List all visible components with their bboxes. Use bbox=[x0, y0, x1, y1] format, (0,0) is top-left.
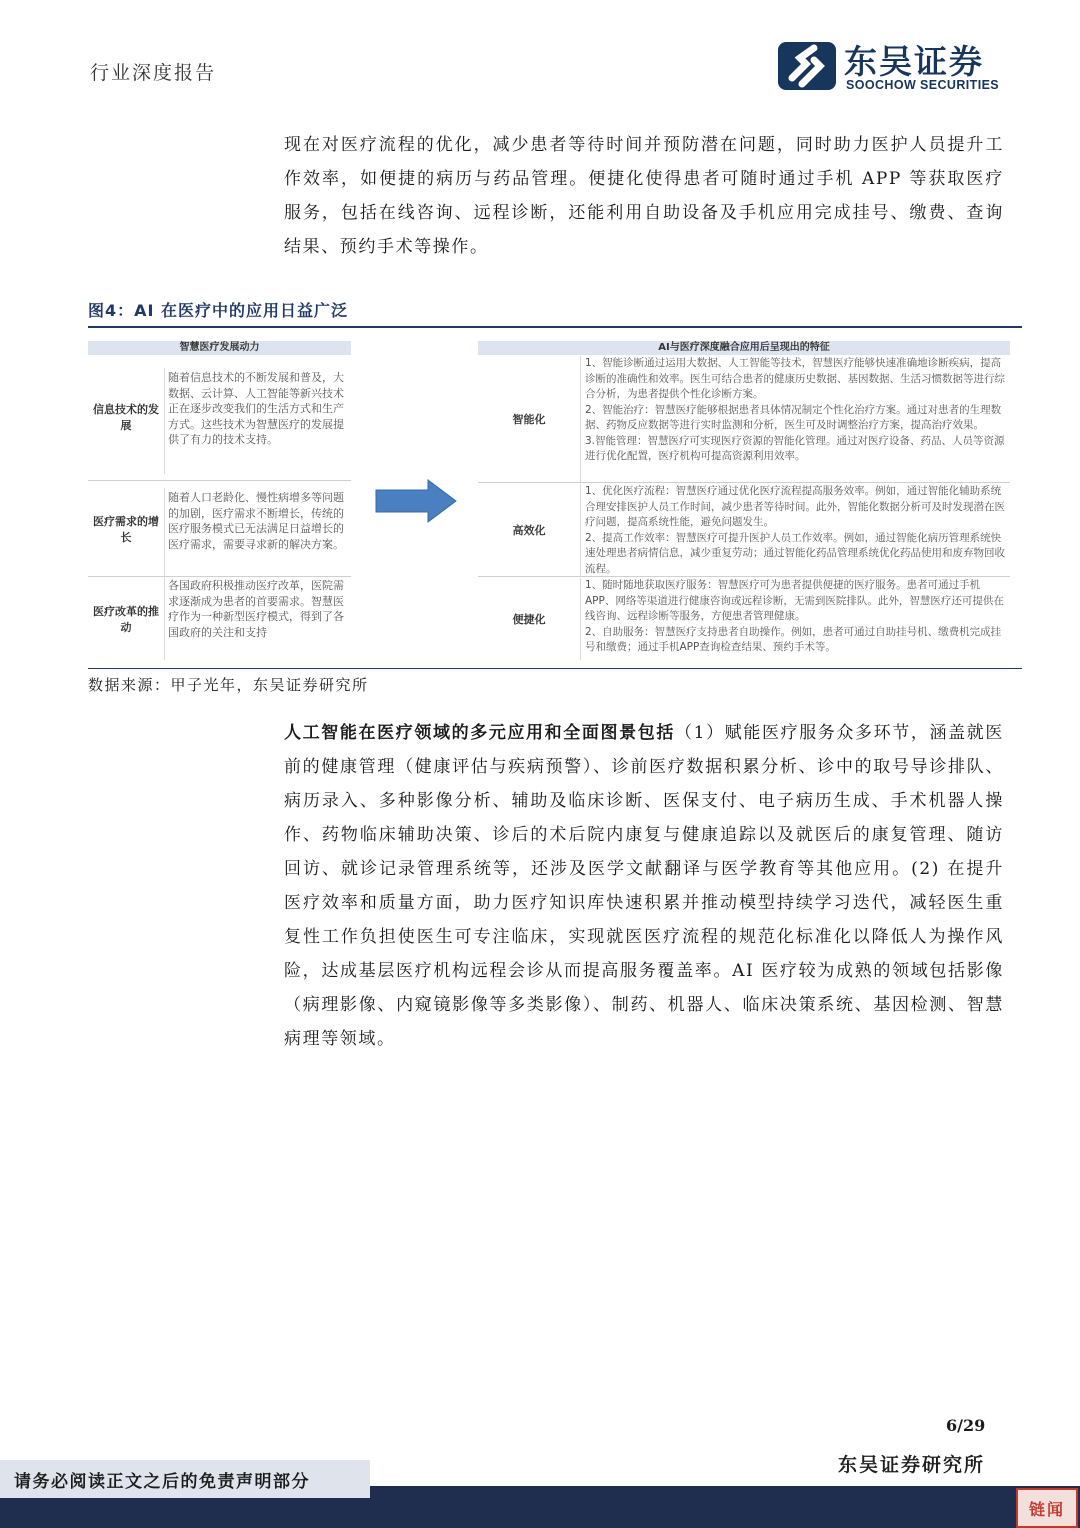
row-divider bbox=[88, 480, 351, 481]
driver-desc: 随着信息技术的不断发展和普及，大数据、云计算、人工智能等新兴技术正在逐步改变我们的生活方式和生产方式。这些技术为智慧医疗的发展提供了有力的技术支持。 bbox=[164, 368, 349, 474]
feature-item: 1、随时随地获取医疗服务：智慧医疗可为患者提供便捷的医疗服务。患者可通过手机APP、网络等渠道进行健康咨询或远程诊断，无需到医院排队。此外，智慧医疗还可提供在线咨询、远程诊断等服务，方便患者管理健康。 bbox=[585, 579, 1004, 622]
driver-label: 信息技术的发展 bbox=[93, 403, 159, 432]
figure-title: 图4：AI 在医疗中的应用日益广泛 bbox=[88, 301, 349, 320]
feature-item: 2、智能治疗：智慧医疗能够根据患者具体情况制定个性化治疗方案。通过对患者的生理数据、药物反应数据等进行实时监测和分析，医生可及时调整治疗方案，提高治疗效果。 bbox=[585, 403, 1002, 431]
watermark-stamp: 链闻 bbox=[1016, 1488, 1078, 1528]
right-table-header: AI与医疗深度融合应用后呈现出的特征 bbox=[478, 341, 1010, 355]
driver-desc: 各国政府积极推动医疗改革，医院需求逐渐成为患者的首要需求。智慧医疗作为一种新型医疗模式，得到了各国政府的关注和支持 bbox=[164, 576, 349, 660]
feature-desc bbox=[580, 578, 1010, 660]
page-number: 6/29 bbox=[946, 1416, 986, 1435]
paragraph-body: （1）赋能医疗服务众多环节，涵盖就医前的健康管理（健康评估与疾病预警）、诊前医疗数据积累分析、诊中的取号导诊排队、病历录入、多种影像分析、辅助及临床诊断、医保支付、电子病历生成、手术机器人操作、药物临床辅助决策、诊后的术后院内康复与健康追踪以及就医后的康复管理、随访回访、就诊记录管理系统等，还涉及医学文献翻译与医学教育等其他应用。(2) 在提升医疗效率和质量方面，助力医疗知识库快速积累并推动模型持续学习迭代，减轻医生重复性工作负担使医生可专注临床，实现就医医疗流程的规范化标准化以降低人为操作风险，达成基层医疗机构远程会诊从而提高服务覆盖率。AI 医疗较为成熟的领域包括影像（病理影像、内窥镜影像等多类影像）、制药、机器人、临床决策系统、基因检测、智慧病理等领域。 bbox=[284, 723, 1004, 1049]
report-type-label: 行业深度报告 bbox=[90, 62, 217, 84]
logo-name-cn: 东吴证券 bbox=[844, 42, 984, 81]
body-paragraph-2 bbox=[284, 716, 1004, 1056]
feature-label: 便捷化 bbox=[512, 613, 546, 626]
feature-label: 智能化 bbox=[512, 413, 546, 426]
figure-source: 数据来源：甲子光年，东吴证券研究所 bbox=[88, 676, 369, 694]
driver-label: 医疗改革的推动 bbox=[93, 605, 159, 634]
logo-name-en: SOOCHOW SECURITIES bbox=[846, 78, 1000, 92]
driver-desc: 随着人口老龄化、慢性病增多等问题的加剧，医疗需求不断增长，传统的医疗服务模式已无法满足日益增长的医疗需求，需要寻求新的解决方案。 bbox=[164, 488, 349, 576]
footer-institute: 东吴证券研究所 bbox=[838, 1454, 986, 1476]
feature-item: 2、自助服务：智慧医疗支持患者自助操作。例如，患者可通过自助挂号机、缴费机完成挂号和缴费；通过手机APP查询检查结果、预约手术等。 bbox=[585, 625, 1002, 653]
feature-desc bbox=[580, 356, 1010, 482]
soochow-logo-icon bbox=[776, 40, 838, 92]
feature-item: 1、优化医疗流程：智慧医疗通过优化医疗流程提高服务效率。例如，通过智能化辅助系统合理安排医护人员工作时间，减少患者等待时间。此外，智能化数据分析可及时发现潜在医疗问题，提高系统性能，避免问题发生。 bbox=[585, 485, 1005, 528]
left-table-header: 智慧医疗发展动力 bbox=[88, 341, 351, 355]
feature-item: 2、提高工作效率：智慧医疗可提升医护人员工作效率。例如，通过智能化病历管理系统快速处理患者病情信息，减少重复劳动；通过智能化药品管理系统优化药品使用和废弃物回收流程。 bbox=[585, 531, 1005, 575]
feature-desc bbox=[580, 484, 1010, 576]
figure-top-rule bbox=[88, 326, 1022, 328]
row-divider bbox=[478, 576, 1010, 577]
disclaimer-text: 请务必阅读正文之后的免责声明部分 bbox=[14, 1472, 310, 1492]
body-paragraph-1: 现在对医疗流程的优化，减少患者等待时间并预防潜在问题，同时助力医护人员提升工作效率，如便捷的病历与药品管理。便捷化使得患者可随时通过手机 APP 等获取医疗服务，包括在线咨询、远程诊断，还能利用自助设备及手机应用完成挂号、缴费、查询结果、预约手术等操作。 bbox=[284, 135, 1004, 257]
company-logo bbox=[776, 40, 1006, 94]
figure-bottom-rule bbox=[88, 668, 1022, 669]
driver-label: 医疗需求的增长 bbox=[93, 515, 159, 544]
right-arrow-icon bbox=[374, 478, 458, 524]
feature-item: 3.智能管理：智慧医疗可实现医疗资源的智能化管理。通过对医疗设备、药品、人员等资源进行优化配置，医疗机构可提高资源利用效率。 bbox=[585, 434, 1005, 462]
paragraph-lead: 人工智能在医疗领域的多元应用和全面图景包括 bbox=[284, 723, 676, 743]
row-divider bbox=[478, 482, 1010, 483]
feature-label: 高效化 bbox=[512, 524, 546, 537]
feature-item: 1、智能诊断通过运用大数据、人工智能等技术，智慧医疗能够快速准确地诊断疾病，提高诊断的准确性和效率。医生可结合患者的健康历史数据、基因数据、生活习惯数据等进行综合分析，为患者提供个性化诊断方案。 bbox=[585, 357, 1005, 400]
